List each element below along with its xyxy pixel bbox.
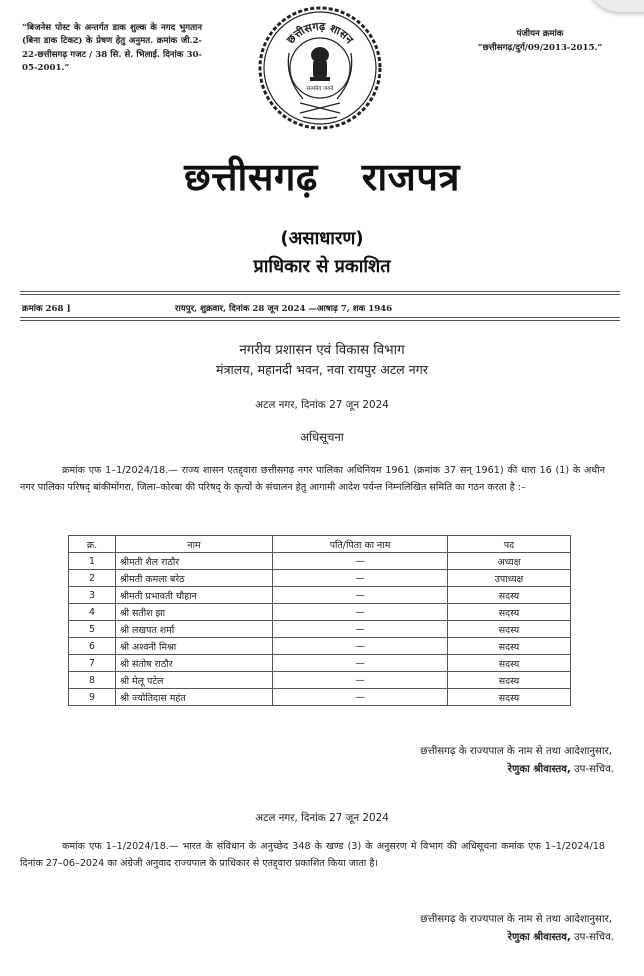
table-row — [69, 553, 571, 570]
registration-note — [440, 27, 640, 55]
signature-block — [300, 761, 614, 775]
state-emblem-seal-icon — [255, 3, 385, 133]
cell-relation: — — [273, 587, 448, 604]
cell-post: सदस्य — [448, 689, 571, 706]
cell-relation: — — [273, 604, 448, 621]
cell-name: श्री संतोष राठौर — [116, 655, 273, 672]
governor-order-line: छत्तीसगढ़ के राज्यपाल के नाम से तथा आदेशानुसार, — [420, 746, 612, 757]
cell-post: सदस्य — [448, 621, 571, 638]
table-row — [69, 621, 571, 638]
column-header-post: पद — [448, 536, 571, 553]
postal-permit-note: “बिजनेस पोस्ट के अन्तर्गत डाक शुल्क के नगद भुगतान (बिना डाक टिकट) के प्रेषण हेतु अनुमत. क्रमांक जी.2-22-छत्तीसगढ़ गजट / 38 सि. से. भिलाई. दिनांक 30-05-2001.” — [22, 23, 202, 74]
committee-table — [68, 535, 571, 706]
gazette-title-gazette: राजपत्र — [361, 155, 460, 199]
cell-name: श्रीमती शैल राठौर — [116, 553, 273, 570]
seal-motto: सत्यमेव जयते — [306, 86, 334, 92]
issue-number: क्रमांक 268 ] — [22, 304, 71, 314]
cell-serial: 9 — [69, 689, 116, 706]
registration-number: “छत्तीसगढ़/दुर्ग/09/2013-2015.” — [477, 43, 603, 53]
extraordinary-label: (असाधारण) — [280, 228, 364, 249]
registration-label: पंजीयन क्रमांक — [516, 29, 564, 39]
cell-relation: — — [273, 570, 448, 587]
divider — [20, 291, 620, 292]
corner-artifact — [586, 0, 644, 12]
governor-order-line: छत्तीसगढ़ के राज्यपाल के नाम से तथा आदेशानुसार, — [420, 914, 612, 925]
cell-name: श्री लखपत शर्मा — [116, 621, 273, 638]
signer-designation: उप-सचिव. — [574, 764, 614, 775]
translation-paragraph: कमांक एफ 1–1/2024/18.— भारत के संविधान के अनुच्छेद 348 के खण्ड (3) के अनुसरण मे विभाग की अधिसूचना कमांक एफ 1–1/2024/18 दिनांक 27–06–2024 का अंग्रेजी अनुवाद राज्यपाल के प्राधिकार से एतद्द्वारा प्रकाशित किया जाता है। — [20, 841, 605, 869]
cell-serial: 2 — [69, 570, 116, 587]
seal-outer-text: छत्तीसगढ़ शासन — [284, 19, 356, 47]
cell-serial: 5 — [69, 621, 116, 638]
cell-name: श्री अश्वनी मिश्रा — [116, 638, 273, 655]
cell-name: श्री ज्योतिदास महंत — [116, 689, 273, 706]
notice-paragraph: क्रमांक एफ 1–1/2024/18.— राज्य शासन एतद्द्वारा छत्तीसगढ़ नगर पालिका अधिनियम 1961 (क्रमांक 37 सन् 1961) की धारा 16 (1) के अधीन नगर पालिका परिषद् बांकीमोंगरा, जिला–कोरबा की परिषद् के कृत्यों के संचालन हेतु आगामी आदेश पर्यन्त निम्नलिखित समिति का गठन करता है :– — [20, 465, 605, 493]
cell-name: श्रीमती प्रभावती चौहान — [116, 587, 273, 604]
table-row — [69, 638, 571, 655]
cell-name: श्रीमती कमला बरेठ — [116, 570, 273, 587]
cell-relation: — — [273, 655, 448, 672]
ministry-address: मंत्रालय, महानदी भवन, नवा रायपुर अटल नगर — [216, 362, 428, 377]
table-row — [69, 604, 571, 621]
gazette-title — [0, 150, 644, 202]
cell-post: सदस्य — [448, 655, 571, 672]
cell-serial: 4 — [69, 604, 116, 621]
divider — [20, 294, 620, 295]
cell-relation: — — [273, 638, 448, 655]
cell-relation: — — [273, 672, 448, 689]
signature-block — [300, 929, 614, 943]
cell-name: श्री सतीश झा — [116, 604, 273, 621]
divider — [20, 320, 620, 321]
notice-place-date: अटल नगर, दिनांक 27 जून 2024 — [255, 399, 389, 411]
cell-serial: 3 — [69, 587, 116, 604]
signer-designation: उप-सचिव. — [574, 932, 614, 943]
column-header-relation: पति/पिता का नाम — [273, 536, 448, 553]
cell-serial: 8 — [69, 672, 116, 689]
table-header-row — [69, 536, 571, 553]
department-name: नगरीय प्रशासन एवं विकास विभाग — [239, 343, 405, 358]
cell-serial: 1 — [69, 553, 116, 570]
cell-post: सदस्य — [448, 638, 571, 655]
cell-post: सदस्य — [448, 604, 571, 621]
cell-relation: — — [273, 689, 448, 706]
cell-post: अध्यक्ष — [448, 553, 571, 570]
table-row — [69, 655, 571, 672]
table-row — [69, 570, 571, 587]
cell-relation: — — [273, 553, 448, 570]
table-row — [69, 672, 571, 689]
signer-name: रेणुका श्रीवास्तव, — [507, 932, 571, 943]
cell-name: श्री मेलू पटेल — [116, 672, 273, 689]
divider — [20, 317, 620, 318]
cell-relation: — — [273, 621, 448, 638]
cell-serial: 6 — [69, 638, 116, 655]
notification-heading: अधिसूचना — [300, 430, 344, 444]
translation-place-date: अटल नगर, दिनांक 27 जून 2024 — [255, 812, 389, 824]
cell-serial: 7 — [69, 655, 116, 672]
cell-post: सदस्य — [448, 587, 571, 604]
table-row — [69, 587, 571, 604]
issue-date: रायपुर, शुक्रवार, दिनांक 28 जून 2024 —आषाढ़ 7, शक 1946 — [175, 304, 393, 314]
column-header-serial: क्र. — [69, 536, 116, 553]
cell-post: सदस्य — [448, 672, 571, 689]
gazette-title-state: छत्तीसगढ़ — [184, 155, 318, 199]
signer-name: रेणुका श्रीवास्तव, — [507, 764, 571, 775]
cell-post: उपाध्यक्ष — [448, 570, 571, 587]
svg-text:छत्तीसगढ़ शासन — [283, 20, 356, 47]
authority-label: प्राधिकार से प्रकाशित — [253, 256, 391, 277]
column-header-name: नाम — [116, 536, 273, 553]
table-row — [69, 689, 571, 706]
